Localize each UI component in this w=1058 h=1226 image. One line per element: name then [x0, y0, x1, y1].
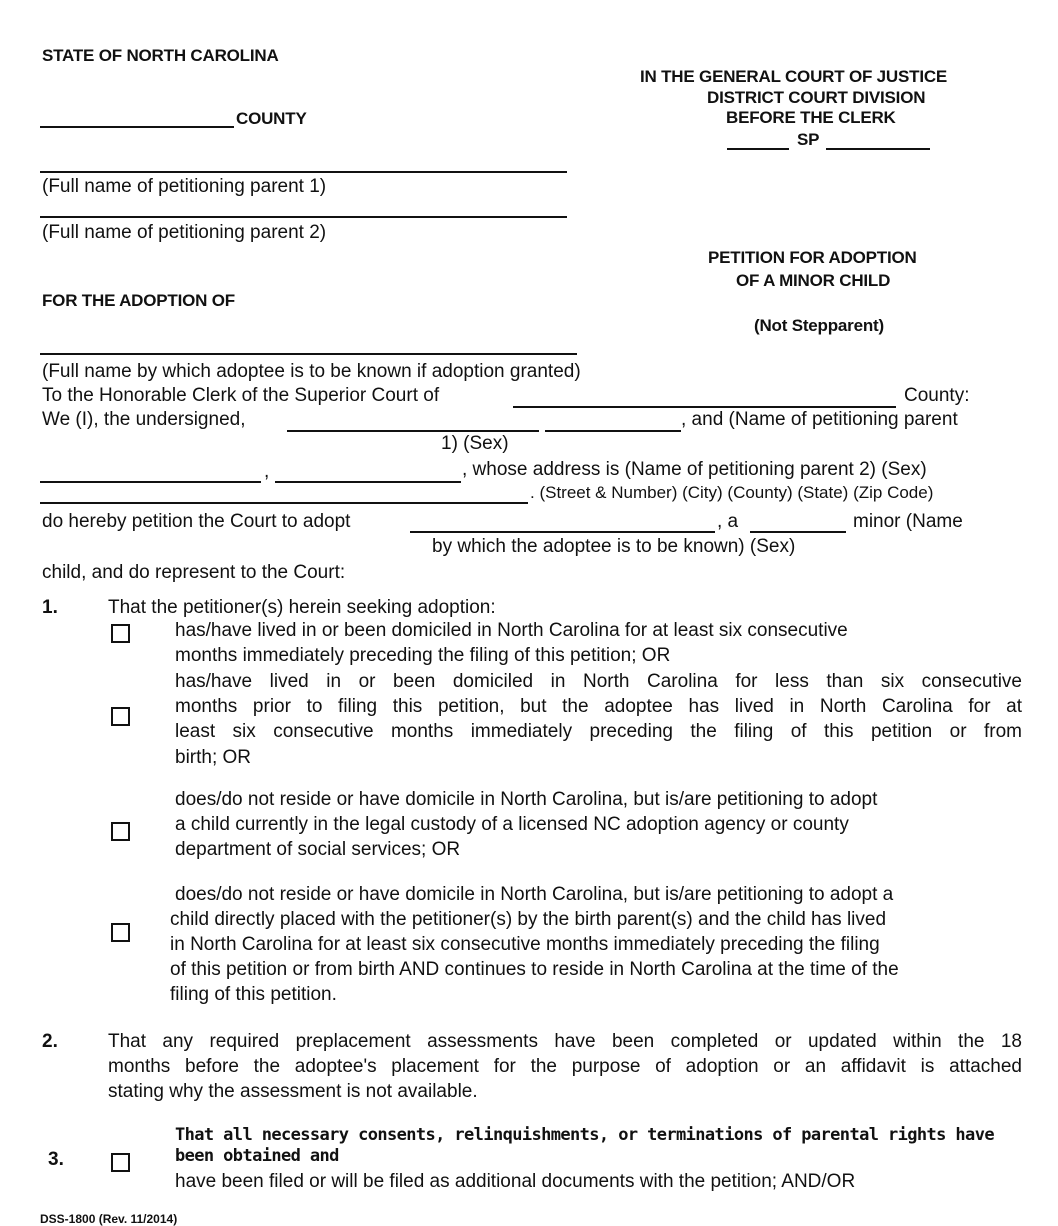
adoptee-name-line[interactable]: [40, 353, 577, 355]
court-line-3: BEFORE THE CLERK: [726, 108, 896, 127]
county-name-blank[interactable]: [513, 406, 896, 408]
item2-number: 2.: [42, 1031, 58, 1052]
comma-separator: ,: [264, 461, 270, 482]
item3-line-2: been obtained and: [175, 1146, 339, 1166]
minor-text: minor (Name: [853, 511, 963, 532]
option-b-line-2: months prior to filing this petition, but the adoptee has lived in North Carolina for at: [175, 696, 1022, 717]
sex1-label: 1) (Sex): [441, 433, 509, 454]
item1-text: That the petitioner(s) herein seeking adoption:: [108, 597, 496, 618]
option-b-line-4: birth; OR: [175, 747, 252, 768]
sp-prefix-blank[interactable]: [727, 148, 789, 150]
parent2-name-line[interactable]: [40, 216, 567, 218]
option-a-line-2: months immediately preceding the filing of this petition; OR: [175, 645, 671, 666]
court-line-2: DISTRICT COURT DIVISION: [707, 88, 926, 107]
option-c-checkbox[interactable]: [111, 822, 130, 841]
item2-line-2: months before the adoptee's placement for the purpose of adoption or an affidavit is attached: [108, 1056, 1022, 1077]
court-line-1: IN THE GENERAL COURT OF JUSTICE: [640, 67, 948, 86]
known-as-label: by which the adoptee is to be known) (Sex): [432, 536, 796, 557]
adoption-of-label: FOR THE ADOPTION OF: [42, 291, 235, 310]
sp-label: SP: [797, 130, 820, 149]
adoptee-name-blank[interactable]: [410, 531, 715, 533]
option-c-line-3: department of social services; OR: [175, 839, 461, 860]
form-id: DSS-1800 (Rev. 11/2014): [40, 1212, 178, 1226]
option-d-line-2: child directly placed with the petitioner(s) by the birth parent(s) and the child has lived: [170, 909, 887, 930]
option-d-line-5: filing of this petition.: [170, 984, 337, 1005]
item3-checkbox[interactable]: [111, 1153, 130, 1172]
option-b-checkbox[interactable]: [111, 707, 130, 726]
sp-number-blank[interactable]: [826, 148, 930, 150]
option-b-line-1: has/have lived in or been domiciled in North Carolina for less than six consecutive: [175, 671, 1022, 692]
petition-adopt-text: do hereby petition the Court to adopt: [42, 511, 351, 532]
item3-line-3: have been filed or will be filed as additional documents with the petition; AND/OR: [175, 1171, 856, 1192]
county-label: COUNTY: [236, 109, 307, 128]
county-blank[interactable]: [40, 126, 234, 128]
option-c-line-1: does/do not reside or have domicile in North Carolina, but is/are petitioning to adopt: [175, 789, 878, 810]
option-a-line-1: has/have lived in or been domiciled in North Carolina for at least six consecutive: [175, 620, 848, 641]
option-d-line-3: in North Carolina for at least six consecutive months immediately preceding the filing: [170, 934, 880, 955]
state-heading: STATE OF NORTH CAROLINA: [42, 46, 279, 65]
option-c-line-2: a child currently in the legal custody of a licensed NC adoption agency or county: [175, 814, 849, 835]
item2-line-1: That any required preplacement assessments have been completed or updated within the 18: [108, 1031, 1022, 1052]
item3-line-1: That all necessary consents, relinquishments, or terminations of parental rights have: [175, 1125, 994, 1145]
we-undersigned-text: We (I), the undersigned,: [42, 409, 246, 430]
petition-title-2: OF A MINOR CHILD: [736, 271, 891, 290]
whose-address-text: , whose address is (Name of petitioning parent 2) (Sex): [462, 459, 927, 480]
adoptee-label: (Full name by which adoptee is to be known if adoption granted): [42, 361, 581, 382]
represent-text: child, and do represent to the Court:: [42, 562, 346, 583]
petition-subtitle: (Not Stepparent): [754, 316, 884, 335]
parent1-label: (Full name of petitioning parent 1): [42, 176, 327, 197]
item1-number: 1.: [42, 597, 58, 618]
address-blank[interactable]: [40, 502, 528, 504]
item3-number: 3.: [48, 1149, 64, 1170]
option-d-line-1: does/do not reside or have domicile in North Carolina, but is/are petitioning to adopt a: [175, 884, 894, 905]
parent1-name-line[interactable]: [40, 171, 567, 173]
county-suffix: County:: [904, 385, 970, 406]
option-a-checkbox[interactable]: [111, 624, 130, 643]
petition-title-1: PETITION FOR ADOPTION: [708, 248, 917, 267]
option-d-line-4: of this petition or from birth AND continues to reside in North Carolina at the time of the: [170, 959, 899, 980]
parent1-name-blank[interactable]: [287, 430, 539, 432]
adoptee-sex-blank[interactable]: [750, 531, 846, 533]
a-text: , a: [717, 511, 739, 532]
option-d-checkbox[interactable]: [111, 923, 130, 942]
address-labels: . (Street & Number) (City) (County) (State) (Zip Code): [530, 483, 934, 502]
parent2-name-blank[interactable]: [40, 481, 261, 483]
to-clerk-text: To the Honorable Clerk of the Superior Court of: [42, 385, 440, 406]
parent1-sex-blank[interactable]: [545, 430, 681, 432]
option-b-line-3: least six consecutive months immediately preceding the filing of this petition or from: [175, 721, 1022, 742]
parent2-sex-blank[interactable]: [275, 481, 461, 483]
item2-line-3: stating why the assessment is not available.: [108, 1081, 478, 1102]
and-name-text: , and (Name of petitioning parent: [681, 409, 958, 430]
parent2-label: (Full name of petitioning parent 2): [42, 222, 327, 243]
